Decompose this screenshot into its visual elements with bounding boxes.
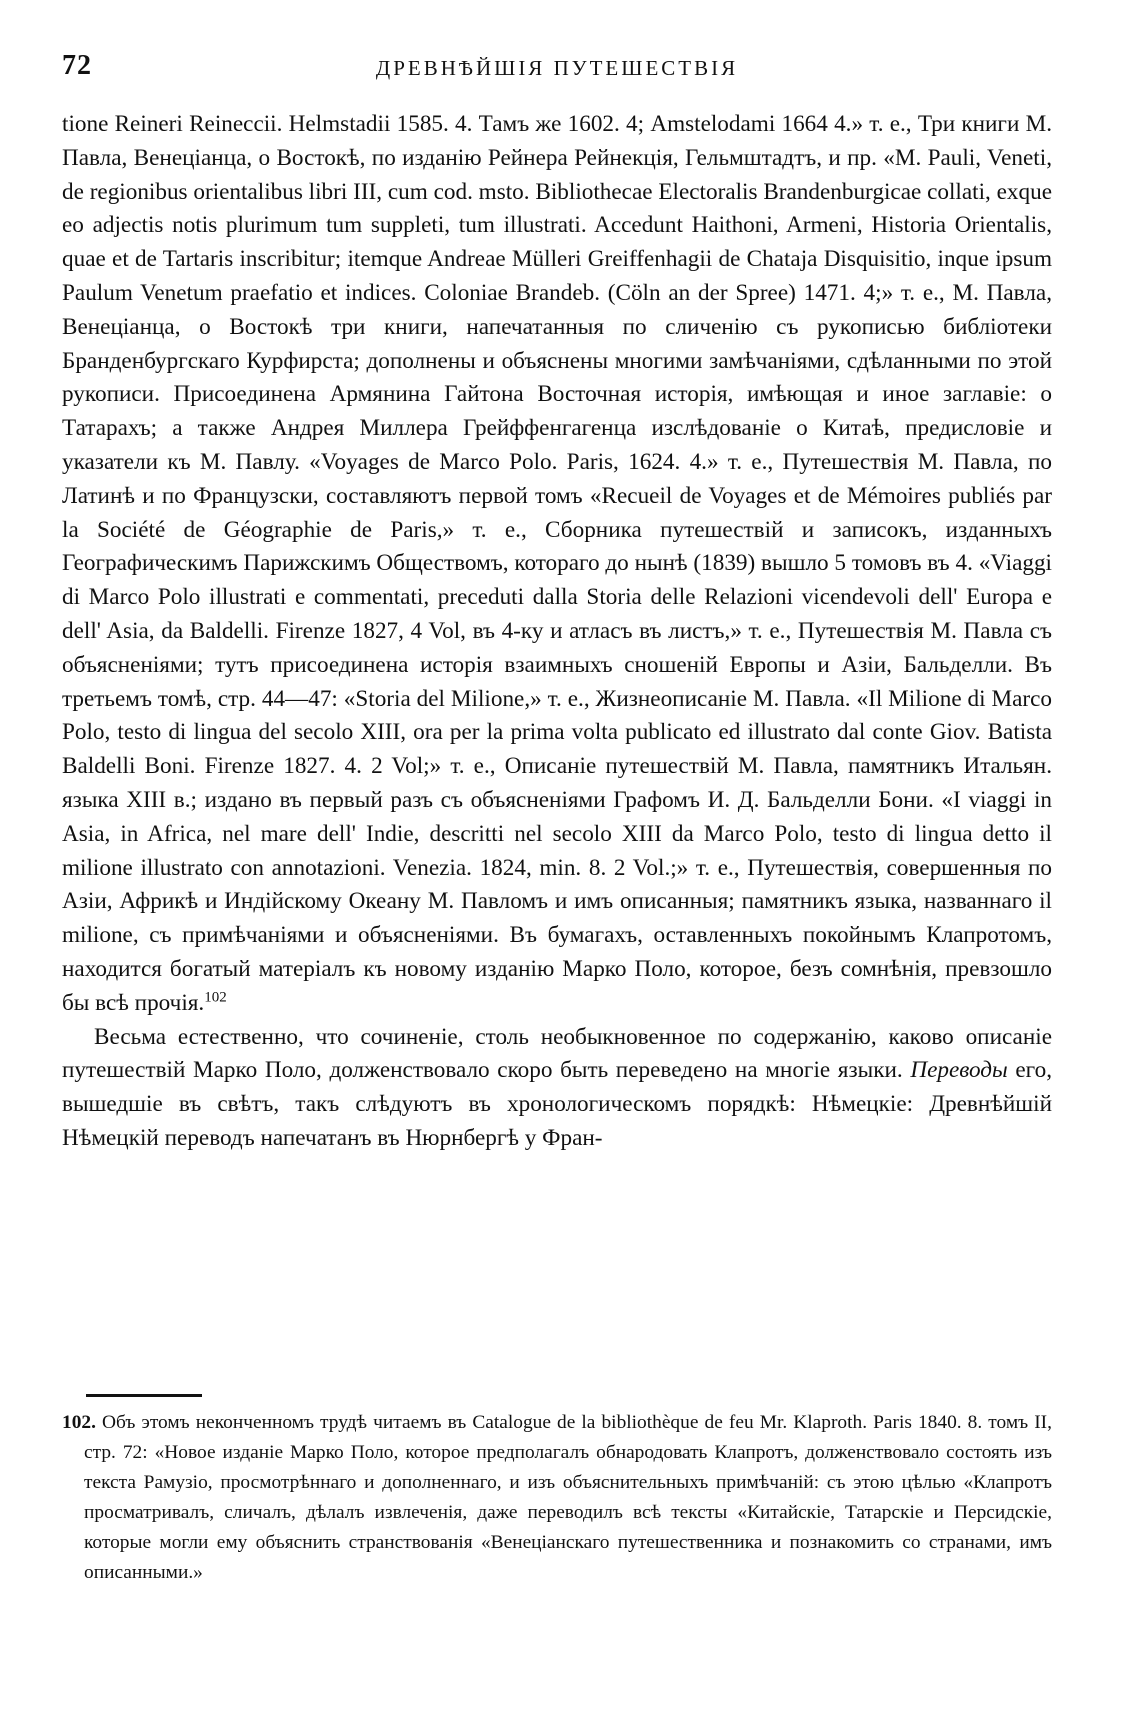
footnotes bbox=[62, 1408, 1052, 1588]
paragraph-1 bbox=[62, 108, 1052, 1021]
main-text bbox=[62, 108, 1052, 1156]
footnote-number: 102. bbox=[62, 1412, 96, 1433]
footnote-divider bbox=[86, 1394, 202, 1397]
paragraph-2 bbox=[62, 1021, 1052, 1156]
paragraph-2-italic-word: Переводы bbox=[910, 1057, 1008, 1084]
paragraph-1-text: tione Reineri Reineccii. Helmstadii 1585. 4. Тамъ же 1602. 4; Amstelodami 1664 4.» т. е., Три книги М. Павла, Венеціанца, о Востокѣ, по изданію Рейнера Рейнекція, Гельмштадтъ, и пр. «M. Pauli, Veneti, de regionibus orientalibus libri III, cum cod. msto. Bibliothecae Electoralis Brandenburgicae collati, exque eo adjectis notis plurimum tum suppleti, tum illustrati. Accedunt Haithoni, Armeni, Historia Orientalis, quae et de Tartaris inscribitur; itemque Andreae Mülleri Greiffenhagii de Chataja Disquisitio, inque ipsum Paulum Venetum praefatio et indices. Coloniae Brandeb. (Cöln an der Spree) 1471. 4;» т. е., М. Павла, Венеціанца, о Востокѣ три книги, напечатанныя по сличенію съ рукописью библіотеки Бранденбургскаго Курфирста; дополнены и объяснены многими замѣчаніями, сдѣланными по этой рукописи. Присоединена Армянина Гайтона Восточная исторія, имѣющая и иное заглавіе: о Татарахъ; а также Андрея Миллера Грейффенгагенца изслѣдованіе о Китаѣ, предисловіе и указатели къ М. Павлу. «Voyages de Marco Polo. Paris, 1624. 4.» т. е., Путешествія М. Павла, по Латинѣ и по Французски, составляютъ первой томъ «Recueil de Voyages et de Mémoires publiés par la Société de Géographie de Paris,» т. е., Сборника путешествій и записокъ, изданныхъ Географическимъ Парижскимъ Обществомъ, котораго до нынѣ (1839) вышло 5 томовъ въ 4. «Viaggi di Marco Polo illustrati e commentati, preceduti dalla Storia delle Relazioni vicendevoli dell' Europa e dell' Asia, da Baldelli. Firenze 1827, 4 Vol, въ 4-ку и атласъ въ листъ,» т. е., Путешествія М. Павла съ объясненіями; тутъ присоединена исторія взаимныхъ сношеній Европы и Азіи, Бальделли. Въ третьемъ томѣ, стр. 44—47: «Storia del Milione,» т. е., Жизнеописаніе М. Павла. «Il Milione di Marco Polo, testo di lingua del secolo XIII, ora per la prima volta publicato ed illustrato dal conte Giov. Batista Baldelli Boni. Firenze 1827. 4. 2 Vol;» т. е., Описаніе путешествій М. Павла, памятникъ Итальян. языка XIII в.; издано въ первый разъ съ объясненіями Графомъ И. Д. Бальделли Бони. «I viaggi in Asia, in Africa, nel mare dell' Indie, descritti nel secolo XIII da Marco Polo, testo di lingua detto il milione illustrato con annotazioni. Venezia. 1824, min. 8. 2 Vol.;» т. е., Путешествія, совершенныя по Азіи, Африкѣ и Индійскому Океану М. Павломъ и имъ описанныя; памятникъ языка, названнаго il milione, съ примѣчаніями и объясненіями. Въ бумагахъ, оставленныхъ покойнымъ Клапротомъ, находится богатый матеріалъ къ новому изданію Марко Поло, которое, безъ сомнѣнія, превзошло бы всѣ прочія. bbox=[62, 111, 1052, 1016]
paragraph-2-text-start: Весьма естественно, что сочиненіе, столь необыкновенное по содержанію, каково описаніе путешествій Марко Поло, долженствовало скоро быть переведено на многіе языки. bbox=[62, 1023, 1052, 1084]
footnote-reference[interactable]: 102 bbox=[204, 988, 227, 1005]
paragraph-2-text-end: его, вышедшіе въ свѣтъ, такъ слѣдуютъ въ хронологическомъ порядкѣ: Нѣмецкіе: Древнѣйшій Нѣмецкій переводъ напечатанъ въ Нюрнбергѣ у Фран- bbox=[62, 1057, 1052, 1151]
page-header bbox=[62, 50, 1052, 90]
footnote-paragraph bbox=[62, 1408, 1052, 1588]
running-head: ДРЕВНѢЙШІЯ ПУТЕШЕСТВІЯ bbox=[375, 56, 739, 80]
footnote-text: Объ этомъ неконченномъ трудѣ читаемъ въ Catalogue de la bibliothèque de feu Mr. Klaproth. Paris 1840. 8. томъ II, стр. 72: «Новое изданіе Марко Поло, которое предполагалъ обнародовать Клапротъ, долженствовало состоять изъ текста Рамузіо, просмотрѣннаго и дополненнаго, и изъ объяснительныхъ примѣчаній: съ этою цѣлью «Клапротъ просматривалъ, сличалъ, дѣлалъ извлеченія, даже переводилъ всѣ тексты «Китайскіе, Татарскіе и Персидскіе, которые могли ему объяснить странствованія «Венеціанскаго путешественника и познакомить со странами, имъ описанными.» bbox=[84, 1412, 1052, 1583]
footnote-102 bbox=[62, 1408, 1052, 1588]
page-number: 72 bbox=[62, 50, 92, 81]
